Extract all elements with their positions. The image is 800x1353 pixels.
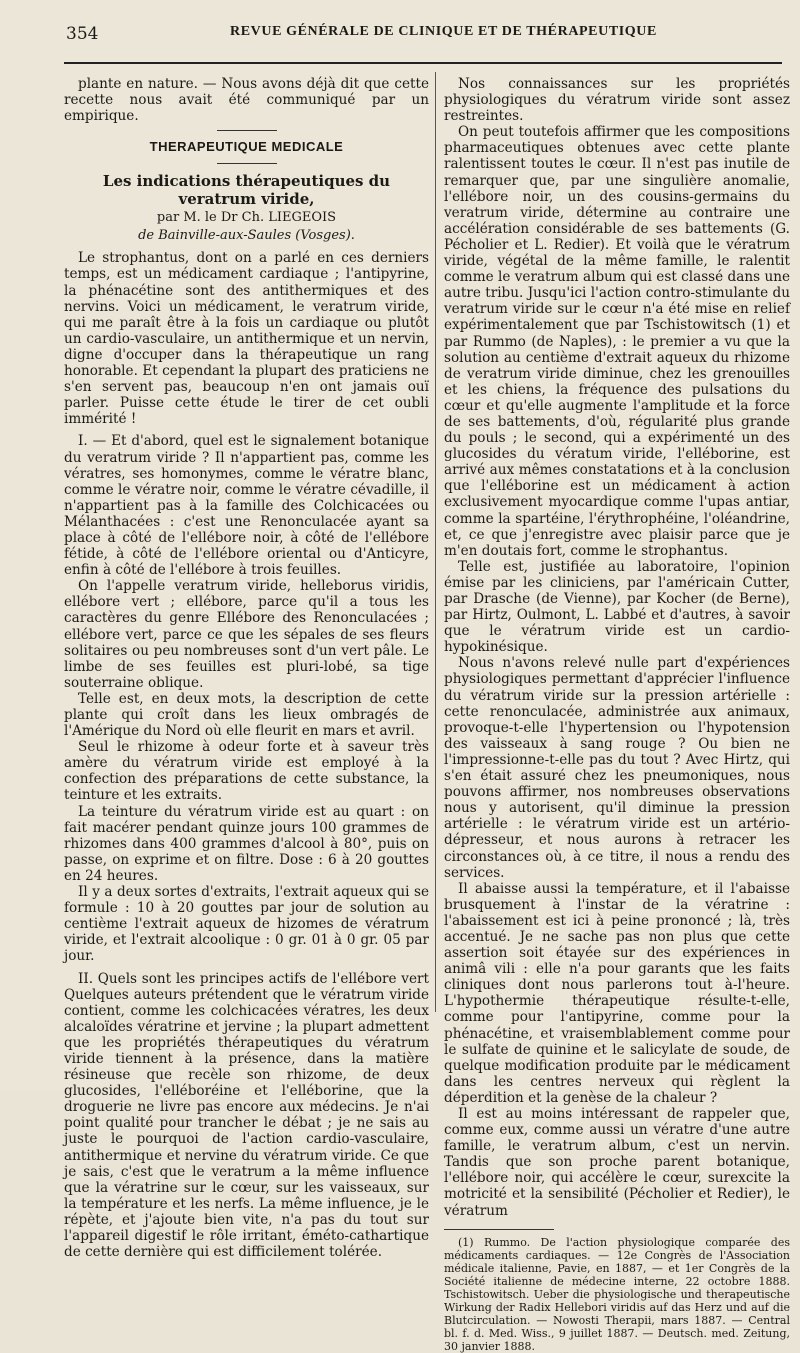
paragraph: On peut toutefois affirmer que les compositions pharmaceutiques obtenues avec cette plante ralentissent toutes le cœur. Il n'est pas inutile de remarquer que, par une singulière anomalie, l'ellébore noir, un des cousins-germains du veratrum viride, détermine au contraire une accélération considérable de ses battements (G. Pécholier et L. Redier). Et voilà que le vératrum viride, végétal de la même famille, le ralentit comme le veratrum album qui est classé dans une autre tribu. Jusqu'ici l'action contro-stimulante du veratrum viride sur le cœur n'a été mise en relief expérimentalement que par Tschistowitsch (1) et par Rummo (de Naples), : le premier a vu que la solution au centième d'extrait aqueux du rhizome de veratrum viride diminue, chez les grenouilles et les chiens, la fréquence des pulsations du cœur et qu'elle augmente l'amplitude et la force de ses battements, d'où, régularité plus grande du pouls ; le second, qui a expérimenté un des glucosides du vératum viride, l'elléborine, est arrivé aux mêmes constatations et à la conclusion que l'elléborine est un médicament à action exclusivement myocardique comme l'upas antiar, comme la spartéine, l'érythrophéine, l'oléandrine, et, ce que j'enregistre avec plaisir parce que je m'en doutais fort, comme le strophantus. (444, 124, 790, 559)
paragraph: Le strophantus, dont on a parlé en ces derniers temps, est un médicament cardiaque ; l'antipyrine, la phénacétine sont des antithermiques et des nervins. Voici un médicament, le veratrum viride, qui me paraît être à la fois un cardiaque ou plutôt un cardio-vasculaire, un antithermique et un nervin, digne d'occuper dans la thérapeutique un rang honorable. Et cependant la plupart des praticiens ne s'en servent pas, beaucoup n'en ont jamais ouï parler. Puisse cette étude le tirer de cet oubli immérité ! (64, 250, 429, 428)
paragraph: Il abaisse aussi la température, et il l'abaisse brusquement à l'instar de la vératrine : l'abaissement est ici à peine prononcé ; là, très accentué. Je ne sache pas non plus que cette assertion soit étayée sur des expériences in animâ vili : elle n'a pour garants que les faits cliniques dont nous parlerons tout à-l'heure. L'hypothermie thérapeutique résulte-t-elle, comme pour l'antipyrine, comme pour la phénacétine, et vraisemblablement comme pour le sulfate de quinine et le salicylate de soude, de quelque modification produite par le médicament dans les centres nerveux qui règlent la déperdition et la genèse de la chaleur ? (444, 880, 790, 1106)
column-divider (435, 72, 436, 1012)
paragraph: Il y a deux sortes d'extraits, l'extrait aqueux qui se formule : 10 à 20 gouttes par jour de solution au centième l'extrait aqueux de hizomes de vératrum viride, et l'extrait alcoolique : 0 gr. 01 à 0 gr. 05 par jour. (64, 884, 429, 965)
paragraph: Nous n'avons relevé nulle part d'expériences physiologiques permettant d'apprécier l'influence du vératrum viride sur la pression artérielle : cette renonculacée, administrée aux animaux, provoque-t-elle l'hypertension ou l'hypotension des vaisseaux à sang rouge ? Ou bien ne l'impressionne-t-elle pas du tout ? Avec Hirtz, qui s'en était assuré chez les pneumoniques, nous pouvons affirmer, nos nombreuses observations nous y autorisent, qu'il diminue la pression artérielle : le vératrum viride est un artério-dépresseur, et nous aurons à retracer les circonstances où, à ce titre, il nous a rendu des services. (444, 655, 790, 881)
page-header (0, 18, 800, 46)
paragraph: Il est au moins intéressant de rappeler que, comme eux, comme aussi un vératre d'une autre famille, le veratrum album, c'est un nervin. Tandis que son proche parent botanique, l'ellébore noir, qui accélère le cœur, surexcite la motricité et la sensibilité (Pécholier et Redier), le vératrum (444, 1106, 790, 1219)
footnote-rule (444, 1229, 554, 1230)
header-rule (64, 62, 782, 64)
page-number: 354 (66, 24, 99, 44)
section-divider (217, 130, 277, 131)
byline: par M. le Dr Ch. LIEGEOIS (156, 210, 337, 226)
intro-paragraph: plante en nature. — Nous avons déjà dit que cette recette nous avait été communiqué par un empirique. (64, 76, 429, 125)
left-column (64, 76, 429, 1260)
title-divider (217, 163, 277, 164)
paragraph: Telle est, justifiée au laboratoire, l'opinion émise par les cliniciens, par l'américain Cutter, par Drasche (de Vienne), par Kocher (de Berne), par Hirtz, Oulmont, L. Labbé et d'autres, à savoir que le vératrum viride est un cardio-hypokinésique. (444, 558, 790, 656)
right-column (444, 76, 790, 1353)
paragraph: La teinture du vératrum viride est au quart : on fait macérer pendant quinze jours 100 grammes de rhizomes dans 400 grammes d'alcool à 80°, puis on passe, on exprime et on filtre. Dose : 6 à 20 gouttes en 24 heures. (64, 803, 429, 884)
paragraph: Nos connaissances sur les propriétés physiologiques du vératrum viride sont assez restreintes. (444, 76, 790, 125)
paragraph: Telle est, en deux mots, la description de cette plante qui croît dans les lieux ombragés de l'Amérique du Nord où elle fleurit en mars et avril. (64, 690, 429, 740)
paragraph: II. Quels sont les principes actifs de l'ellébore vert Quelques auteurs prétendent que le vératrum viride contient, comme les colchicacées vératres, les deux alcaloïdes vératrine et jervine ; la plupart admettent que les propriétés thérapeutiques du vératrum viride tiennent à la présence, dans la matière résineuse que recèle son rhizome, de deux glucosides, l'elléboréine et l'elléborine, que la droguerie ne livre pas encore aux médecins. Je n'ai point qualité pour trancher le débat ; je ne sais au juste le pourquoi de l'action cardio-vasculaire, antithermique et nervine du vératrum viride. Ce que je sais, c'est que le veratrum a la même influence que la vératrine sur le cœur, sur les vaisseaux, sur la température et les nerfs. La même influence, je le répète, et j'ajoute bien vite, n'a pas du tout sur l'appareil digestif le rôle irritant, éméto-cathartique de cette dernière qui est difficilement tolérée. (64, 970, 429, 1261)
footnote: (1) Rummo. De l'action physiologique comparée des médicaments cardiaques. — 12e Congrès de l'Association médicale italienne, Pavie, en 1887, — et 1er Congrès de la Société italienne de médecine interne, 22 octobre 1888. Tschistowitsch. Ueber die physiologische und therapeutische Wirkung der Radix Hellebori viridis auf das Herz und auf die Blutcirculation. — Nowosti Therapii, mars 1887. — Central bl. f. d. Med. Wiss., 9 juillet 1887. — Deutsch. med. Zeitung, 30 janvier 1888. (444, 1235, 790, 1353)
article-title: Les indications thérapeutiques du veratrum viride, (102, 172, 391, 209)
paragraph: Seul le rhizome à odeur forte et à saveur très amère du vératrum viride est employé à la confection des préparations de cette substance, la teinture et les extraits. (64, 739, 429, 804)
paragraph: I. — Et d'abord, quel est le signalement botanique du veratrum viride ? Il n'appartient pas, comme les vératres, ses homonymes, comme le vératre blanc, comme le vératre noir, comme le vératre cévadille, il n'appartient pas à la famille des Colchicacées ou Mélanthacées : c'est une Renonculacée ayant sa place à côté de l'ellébore noir, à côté de l'ellébore fétide, à côté de l'ellébore oriental ou d'Anticyre, enfin à côté de l'ellébore à trois feuilles. (64, 433, 429, 579)
affiliation: de Bainville-aux-Saules (Vosges). (138, 228, 355, 244)
paragraph: On l'appelle veratrum viride, helleborus viridis, ellébore vert ; ellébore, parce qu'il a tous les caractères du genre Ellébore des Renonculacées ; ellébore vert, parce ce que les sépales de ses fleurs solitaires ou peu nombreuses sont d'un vert pâle. Le limbe de ses feuilles est pluri-lobé, sa tige souterraine oblique. (64, 578, 429, 691)
section-title: THERAPEUTIQUE MEDICALE (149, 139, 344, 155)
running-title: REVUE GÉNÉRALE DE CLINIQUE ET DE THÉRAPEUTIQUE (230, 24, 657, 39)
